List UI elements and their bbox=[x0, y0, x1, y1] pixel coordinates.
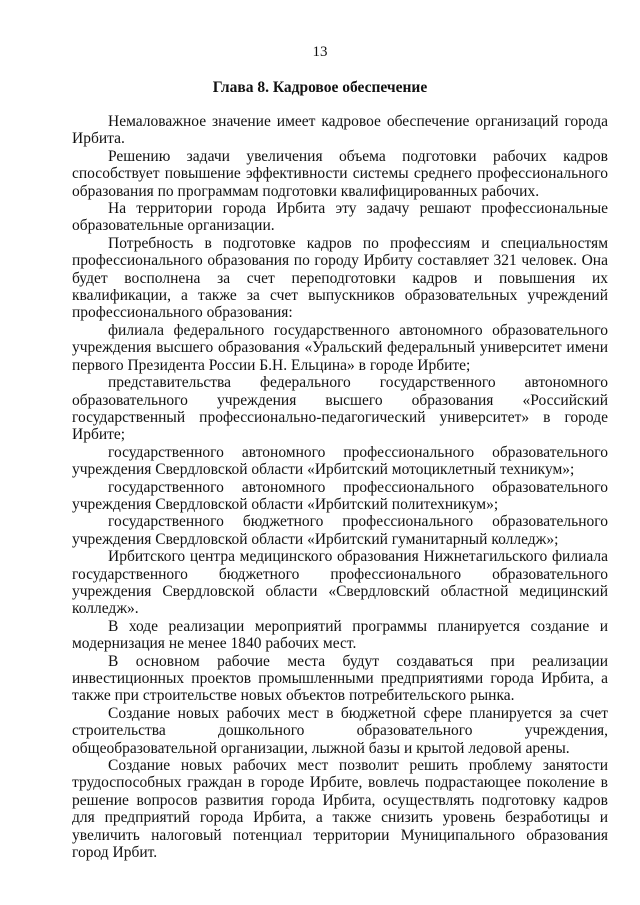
paragraph-workplaces: В ходе реализации мероприятий программы планируется создание и модернизация не менее 1840 рабочих мест. bbox=[72, 617, 608, 653]
paragraph-1: Немаловажное значение имеет кадровое обеспечение организаций города Ирбита. bbox=[72, 113, 608, 148]
list-item-moto-technikum: государственного автономного профессионального образовательного учреждения Свердловской области «Ирбитский мотоциклетный техникум»; bbox=[72, 443, 608, 479]
paragraph-4: Потребность в подготовке кадров по профессиям и специальностям профессионального образования по городу Ирбиту составляет 321 человек. Она будет восполнена за счет переподготовки кадров и повышения их квалификации, а также за счет выпускников образовательных учреждений профессионального образования: bbox=[72, 234, 608, 322]
list-item-rgppu-office: представительства федерального государственного автономного образовательного учреждения высшего образования «Российский государственный профессионально-педагогический университет» в городе Ирбите; bbox=[72, 374, 608, 444]
paragraph-3: На территории города Ирбита эту задачу решают профессиональные образовательные организации. bbox=[72, 200, 608, 235]
paragraph-2: Решению задачи увеличения объема подготовки рабочих кадров способствует повышение эффективности системы среднего профессионального образования по программам подготовки квалифицированных рабочих. bbox=[72, 147, 608, 200]
list-item-humanitarian-college: государственного бюджетного профессионального образовательного учреждения Свердловской области «Ирбитский гуманитарный колледж»; bbox=[72, 513, 608, 548]
paragraph-employment: Создание новых рабочих мест позволит решить проблему занятости трудоспособных граждан в городе Ирбите, вовлечь подрастающее поколение в решение вопросов развития города Ирбита, осуществлять подготовку кадров для предприятий города Ирбита, а также снизить уровень безработицы и увеличить налоговый потенциал территории Муниципального образования город Ирбит. bbox=[72, 757, 608, 862]
list-item-urfu-branch: филиала федерального государственного автономного образовательного учреждения высшего образования «Уральский федеральный университет имени первого Президента России Б.Н. Ельцина» в городе Ирбите; bbox=[72, 321, 608, 374]
page-number: 13 bbox=[312, 44, 328, 60]
list-item-polytechnikum: государственного автономного профессионального образовательного учреждения Свердловской области «Ирбитский политехникум»; bbox=[72, 478, 608, 513]
paragraph-investment-projects: В основном рабочие места будут создаваться при реализации инвестиционных проектов промышленными предприятиями города Ирбита, а также при строительстве новых объектов потребительского рынка. bbox=[72, 652, 608, 705]
list-item-medical-center: Ирбитского центра медицинского образования Нижнетагильского филиала государственного бюджетного профессионального образовательного учреждения Свердловской области «Свердловский областной медицинский колледж». bbox=[72, 548, 608, 618]
chapter-body bbox=[72, 113, 608, 861]
paragraph-budget-sphere: Создание новых рабочих мест в бюджетной сфере планируется за счет строительства дошкольного образовательного учреждения, общеобразовательной организации, лыжной базы и крытой ледовой арены. bbox=[72, 704, 608, 757]
chapter-title: Глава 8. Кадровое обеспечение bbox=[212, 79, 428, 96]
